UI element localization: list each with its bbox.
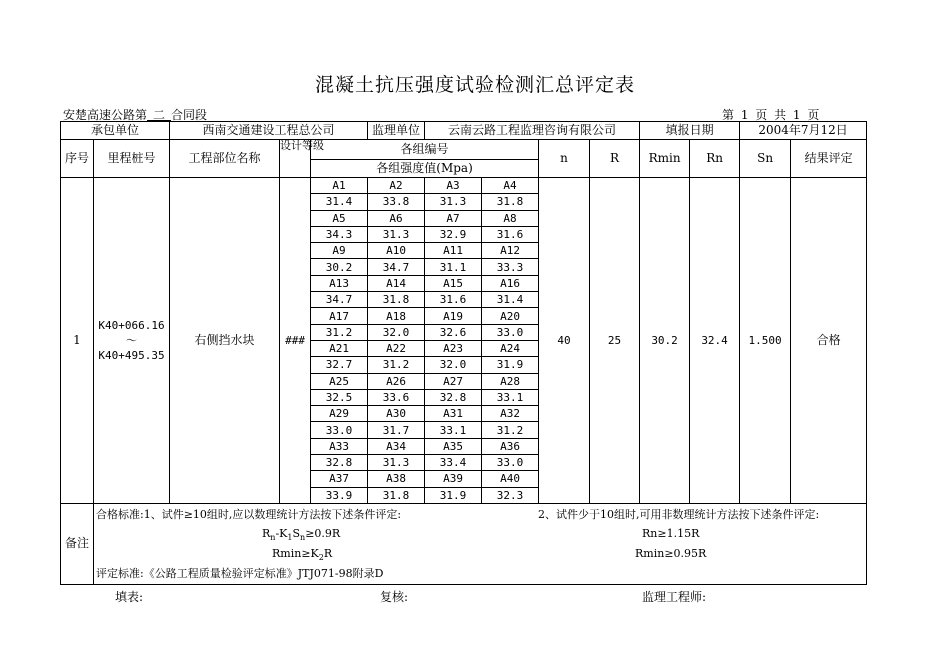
group-id: A17 — [311, 308, 368, 324]
group-strength: 31.8 — [368, 487, 425, 503]
group-id: A31 — [425, 406, 482, 422]
design-grade-header: 设计等级 — [280, 140, 311, 178]
remarks-content — [94, 503, 867, 584]
group-id: A3 — [425, 178, 482, 194]
group-id: A32 — [482, 406, 539, 422]
remarks-label: 备注 — [61, 503, 94, 584]
group-id: A19 — [425, 308, 482, 324]
rn-cell: 32.4 — [690, 178, 740, 504]
group-strength: 32.5 — [311, 389, 368, 405]
group-strength: 34.7 — [368, 259, 425, 275]
result-header: 结果评定 — [791, 140, 867, 178]
sn-cell: 1.500 — [740, 178, 791, 504]
condition-3: Rn≥1.15R — [642, 526, 700, 540]
date-value: 2004年7月12日 — [740, 122, 867, 140]
design-grade-cell: ### — [280, 178, 311, 504]
group-strength: 31.9 — [482, 357, 539, 373]
group-strength: 33.9 — [311, 487, 368, 503]
group-rows — [61, 178, 867, 504]
group-strength: 31.2 — [482, 422, 539, 438]
evaluation-standard: 评定标准:《公路工程质量检验评定标准》JTJ071-98附录D — [96, 566, 384, 580]
standard-line-right: 2、试件少于10组时,可用非数理统计方法按下述条件评定: — [538, 507, 820, 521]
group-id: A14 — [368, 275, 425, 291]
group-id: A12 — [482, 243, 539, 259]
group-strength: 31.1 — [425, 259, 482, 275]
contractor-value: 西南交通建设工程总公司 — [170, 122, 368, 140]
seq-header: 序号 — [61, 140, 94, 178]
group-id: A38 — [368, 471, 425, 487]
group-id: A15 — [425, 275, 482, 291]
group-id: A40 — [482, 471, 539, 487]
group-strength: 31.4 — [482, 292, 539, 308]
group-id: A36 — [482, 438, 539, 454]
group-strength: 32.6 — [425, 324, 482, 340]
group-strength: 32.0 — [425, 357, 482, 373]
part-header: 工程部位名称 — [170, 140, 280, 178]
group-strength: 33.4 — [425, 455, 482, 471]
remarks-row — [61, 503, 867, 584]
info-row — [61, 122, 867, 140]
group-strength: 32.9 — [425, 226, 482, 242]
condition-4: Rmin≥0.95R — [635, 546, 707, 560]
group-strength: 31.7 — [368, 422, 425, 438]
contractor-label: 承包单位 — [61, 122, 170, 140]
group-id: A34 — [368, 438, 425, 454]
group-id: A30 — [368, 406, 425, 422]
group-strength: 34.3 — [311, 226, 368, 242]
group-strength: 31.2 — [311, 324, 368, 340]
group-id: A7 — [425, 210, 482, 226]
group-id: A37 — [311, 471, 368, 487]
station-sep: ～ — [126, 333, 137, 347]
group-strength: 31.2 — [368, 357, 425, 373]
filler-signature: 填表: — [115, 590, 144, 604]
group-strength: 31.6 — [482, 226, 539, 242]
group-strength: 31.9 — [425, 487, 482, 503]
group-strength: 31.3 — [368, 455, 425, 471]
group-strength: 32.7 — [311, 357, 368, 373]
group-strength: 33.1 — [425, 422, 482, 438]
group-id: A23 — [425, 340, 482, 356]
group-id: A13 — [311, 275, 368, 291]
group-strength: 32.3 — [482, 487, 539, 503]
group-id-row — [61, 178, 867, 194]
standard-line-left: 合格标准:1、试件≥10组时,应以数理统计方法按下述条件评定: — [96, 507, 402, 521]
group-strength: 30.2 — [311, 259, 368, 275]
group-strength: 32.0 — [368, 324, 425, 340]
n-header: n — [539, 140, 590, 178]
group-id: A22 — [368, 340, 425, 356]
seq-cell: 1 — [61, 178, 94, 504]
group-strength: 33.0 — [482, 455, 539, 471]
group-id: A8 — [482, 210, 539, 226]
n-cell: 40 — [539, 178, 590, 504]
group-strength: 33.8 — [368, 194, 425, 210]
date-label: 填报日期 — [640, 122, 740, 140]
group-id: A35 — [425, 438, 482, 454]
group-id: A4 — [482, 178, 539, 194]
condition-2: $Rmin\ge K_2R$ — [272, 546, 333, 563]
rmin-header: Rmin — [640, 140, 690, 178]
page-indicator: 第 1 页 共 1 页 — [722, 108, 820, 122]
part-cell: 右侧挡水块 — [170, 178, 280, 504]
project-suffix: 合同段 — [171, 108, 208, 122]
group-id: A29 — [311, 406, 368, 422]
contract-number: _二_ — [147, 108, 172, 122]
station-cell — [94, 178, 170, 504]
r-cell: 25 — [590, 178, 640, 504]
supervisor-label: 监理单位 — [368, 122, 425, 140]
group-strength: 33.1 — [482, 389, 539, 405]
condition-1: $R_n-K_1S_n\ge 0.9R$ — [262, 526, 341, 543]
group-id: A6 — [368, 210, 425, 226]
group-id: A25 — [311, 373, 368, 389]
rn-header: Rn — [690, 140, 740, 178]
sn-header: Sn — [740, 140, 791, 178]
group-strength: 33.0 — [482, 324, 539, 340]
group-id: A28 — [482, 373, 539, 389]
group-id: A11 — [425, 243, 482, 259]
group-strength: 34.7 — [311, 292, 368, 308]
group-id: A2 — [368, 178, 425, 194]
supervisor-signature: 监理工程师: — [642, 590, 707, 604]
group-id: A9 — [311, 243, 368, 259]
group-strength: 31.6 — [425, 292, 482, 308]
group-strength: 32.8 — [311, 455, 368, 471]
report-title: 混凝土抗压强度试验检测汇总评定表 — [314, 74, 635, 96]
group-strength: 31.3 — [368, 226, 425, 242]
group-id: A16 — [482, 275, 539, 291]
group-strength: 31.4 — [311, 194, 368, 210]
group-id: A24 — [482, 340, 539, 356]
group-id: A20 — [482, 308, 539, 324]
reviewer-signature: 复核: — [380, 590, 409, 604]
project-prefix: 安楚高速公路第 — [63, 108, 148, 122]
rmin-cell: 30.2 — [640, 178, 690, 504]
station-to: K40+495.35 — [98, 348, 165, 362]
r-header: R — [590, 140, 640, 178]
group-number-header: 各组编号 — [311, 140, 539, 160]
group-id: A10 — [368, 243, 425, 259]
group-id: A21 — [311, 340, 368, 356]
group-id: A18 — [368, 308, 425, 324]
group-id: A27 — [425, 373, 482, 389]
group-strength: 33.3 — [482, 259, 539, 275]
group-id: A33 — [311, 438, 368, 454]
group-strength: 31.3 — [425, 194, 482, 210]
group-strength: 31.8 — [368, 292, 425, 308]
station-from: K40+066.16 — [98, 318, 165, 332]
station-header: 里程桩号 — [94, 140, 170, 178]
group-strength-header: 各组强度值(Mpa) — [311, 160, 539, 178]
group-id: A1 — [311, 178, 368, 194]
header-row-1 — [61, 140, 867, 160]
summary-table — [60, 121, 867, 585]
result-cell: 合格 — [791, 178, 867, 504]
supervisor-value: 云南云路工程监理咨询有限公司 — [425, 122, 640, 140]
group-strength: 31.8 — [482, 194, 539, 210]
group-id: A26 — [368, 373, 425, 389]
group-strength: 32.8 — [425, 389, 482, 405]
group-id: A39 — [425, 471, 482, 487]
group-id: A5 — [311, 210, 368, 226]
group-strength: 33.6 — [368, 389, 425, 405]
group-strength: 33.0 — [311, 422, 368, 438]
